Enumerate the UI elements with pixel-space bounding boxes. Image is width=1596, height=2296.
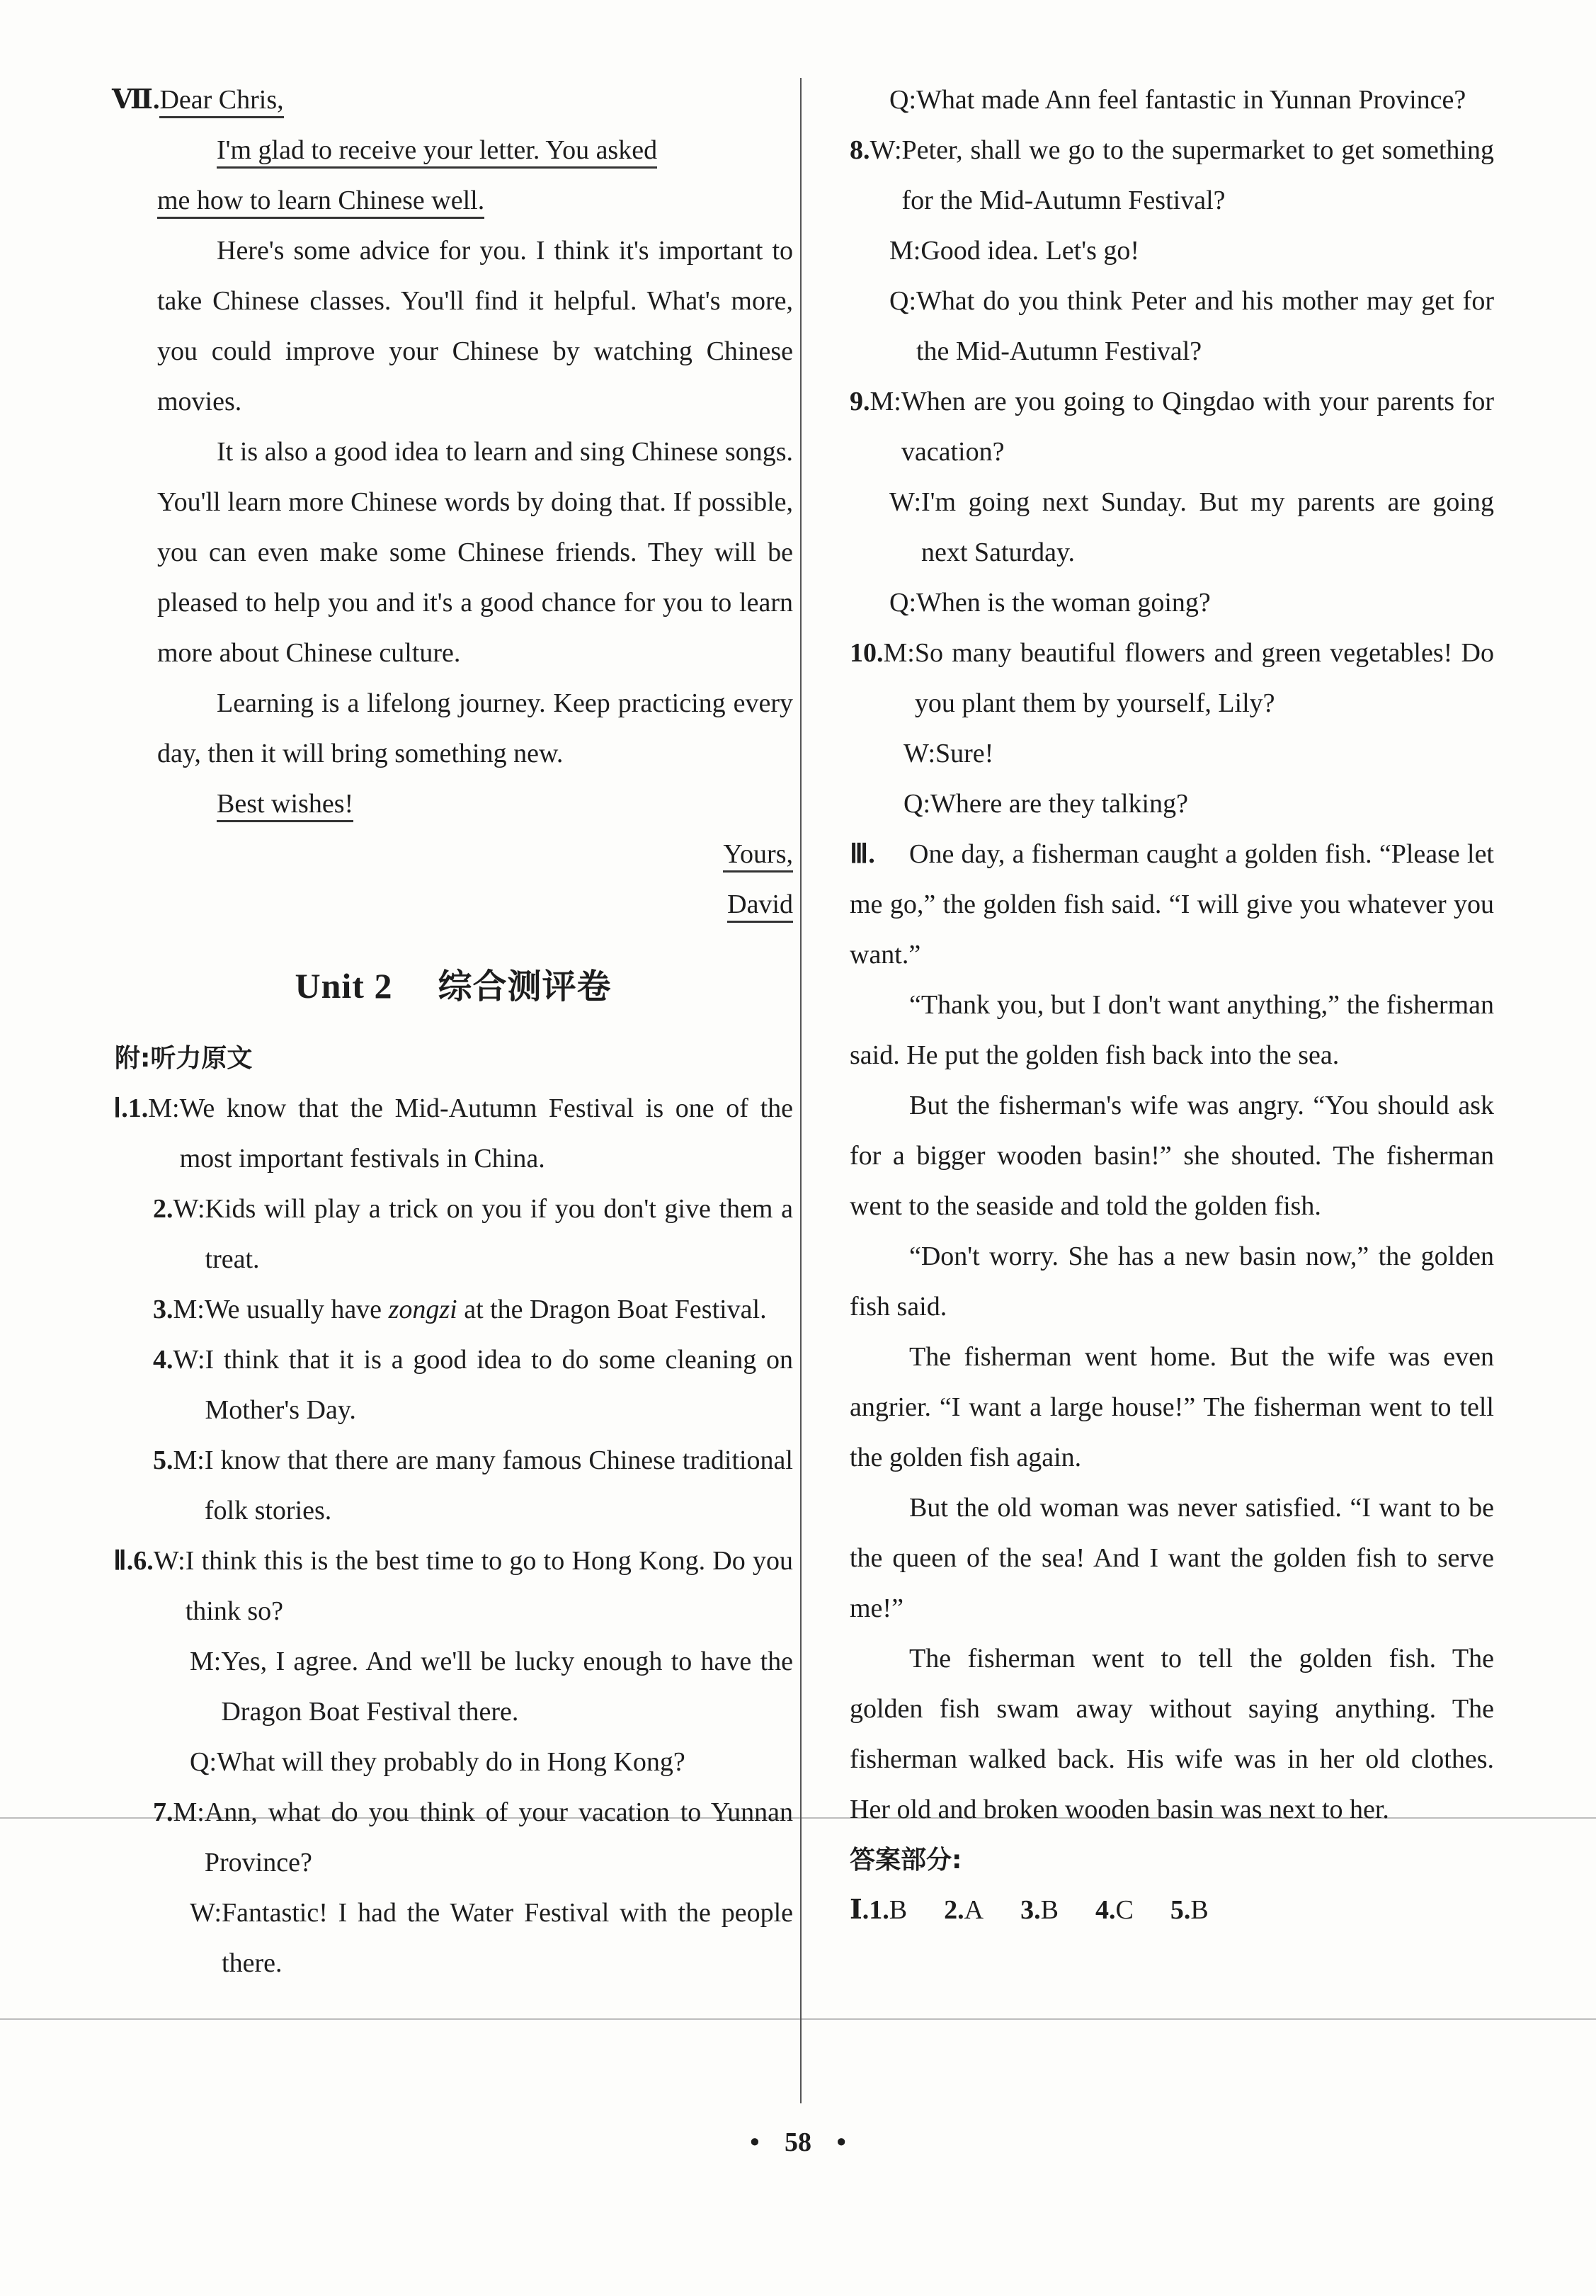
- letter-greeting: [112, 75, 793, 125]
- utterance: Good idea. Let's go!: [920, 236, 1140, 266]
- page-number: [0, 2118, 1596, 2168]
- story-para: But the old woman was never satisfied. “I want to be the queen of the sea! And I want the golden fish to serve me!”: [850, 1493, 1494, 1623]
- answer-letter: B: [889, 1895, 908, 1925]
- utterance: Fantastic! I had the Water Festival with the people there.: [222, 1898, 793, 1978]
- right-column: [850, 75, 1494, 1936]
- utterance: When is the woman going?: [916, 588, 1211, 618]
- letter-closing: [157, 779, 793, 829]
- story-para: “Thank you, but I don't want anything,” the fisherman said. He put the golden fish back into the sea.: [850, 990, 1494, 1070]
- item-number: 10.: [850, 638, 884, 668]
- speaker: W:: [153, 1546, 186, 1576]
- page-number-text: 58: [785, 2127, 811, 2157]
- speaker: M:: [870, 387, 901, 416]
- answers-row: [850, 1885, 1494, 1936]
- closing: Best wishes!: [217, 789, 353, 822]
- speaker: W:: [870, 135, 902, 165]
- item-number: 5.: [153, 1445, 173, 1475]
- unit-title-text: Unit 2: [295, 966, 393, 1006]
- listening-line: [904, 729, 1494, 779]
- answer-number: 1.: [869, 1895, 889, 1925]
- speaker: Q:: [889, 588, 916, 618]
- item-number: 3.: [153, 1295, 173, 1324]
- left-column: [113, 75, 793, 1989]
- item-number: 9.: [850, 387, 870, 416]
- listening-item: [113, 1084, 793, 1184]
- listening-item: [153, 1788, 793, 1888]
- answer: [1095, 1895, 1152, 1925]
- speaker: M:: [883, 638, 915, 668]
- listening-line: [190, 1737, 793, 1788]
- part-label: Ⅲ.: [850, 839, 875, 869]
- letter-signoff: [113, 829, 793, 880]
- utterance: We know that the Mid-Autumn Festival is one of the most important festivals in China.: [179, 1093, 793, 1173]
- speaker: M:: [173, 1445, 205, 1475]
- listening-item: [113, 1536, 793, 1637]
- answer-number: 4.: [1095, 1895, 1116, 1925]
- speaker: W:: [173, 1345, 205, 1375]
- letter-para1-line2: [157, 176, 793, 226]
- section-label: Ⅶ.: [112, 85, 160, 115]
- utterance: Sure!: [935, 739, 994, 768]
- utterance: I think that it is a good idea to do some cleaning on Mother's Day.: [205, 1345, 793, 1425]
- speaker: M:: [148, 1093, 180, 1123]
- utterance: Yes, I agree. And we'll be lucky enough to have the Dragon Boat Festival there.: [221, 1647, 793, 1727]
- part-label: Ⅱ.: [113, 1546, 134, 1576]
- greeting: Dear Chris,: [159, 85, 283, 118]
- listening-line: [889, 477, 1494, 578]
- listening-item: [850, 125, 1494, 226]
- utterance: [205, 1285, 793, 1335]
- answers-label: Ⅰ.: [850, 1895, 870, 1925]
- answer-number: 5.: [1170, 1895, 1191, 1925]
- para1-line2: me how to learn Chinese well.: [157, 186, 484, 219]
- page-dot: •: [836, 2127, 846, 2157]
- speaker: M:: [190, 1647, 222, 1676]
- story-para: The fisherman went to tell the golden fish. The golden fish swam away without saying anything. The fisherman walked back. His wife was in her old clothes. Her old and broken wooden basin was next to her.: [850, 1644, 1494, 1824]
- item-number: 7.: [153, 1797, 173, 1827]
- listening-item: [153, 1335, 793, 1436]
- page-dot: •: [750, 2127, 760, 2157]
- listening-item: [850, 628, 1494, 729]
- listening-item: [153, 1285, 793, 1335]
- item-number: 1.: [127, 1093, 149, 1123]
- utterance-part: at the Dragon Boat Festival.: [457, 1295, 767, 1324]
- signoff: Yours,: [723, 839, 793, 873]
- utterance: What made Ann feel fantastic in Yunnan Province?: [916, 85, 1466, 115]
- speaker: M:: [173, 1295, 205, 1324]
- story-para: “Don't worry. She has a new basin now,” the golden fish said.: [850, 1241, 1494, 1322]
- speaker: W:: [173, 1194, 205, 1224]
- answer-number: 3.: [1020, 1895, 1041, 1925]
- answer-letter: C: [1115, 1895, 1134, 1925]
- letter-para4: Learning is a lifelong journey. Keep practicing every day, then it will bring something new.: [157, 688, 793, 768]
- listening-line: [889, 75, 1494, 125]
- letter-para3: It is also a good idea to learn and sing Chinese songs. You'll learn more Chinese words by doing that. If possible, you can even make some Chinese friends. They will be pleased to help you and it's a good chance for you to learn more about Chinese culture.: [157, 437, 793, 668]
- listening-item: [850, 377, 1494, 477]
- fold-line: [0, 2018, 1596, 2020]
- utterance: Where are they talking?: [930, 789, 1188, 819]
- unit-subtitle: 综合测评卷: [438, 967, 612, 1006]
- story-para: The fisherman went home. But the wife was even angrier. “I want a large house!” The fisherman went to tell the golden fish again.: [850, 1342, 1494, 1472]
- answer-number: 2.: [944, 1895, 964, 1925]
- utterance: Peter, shall we go to the supermarket to get something for the Mid-Autumn Festival?: [901, 135, 1494, 215]
- listening-line: [889, 578, 1494, 628]
- listening-line: [889, 276, 1494, 377]
- speaker: Q:: [904, 789, 930, 819]
- listening-line: [889, 226, 1494, 276]
- letter-para1: [157, 125, 793, 176]
- utterance: I'm going next Sunday. But my parents are going next Saturday.: [921, 487, 1494, 567]
- speaker: M:: [173, 1797, 205, 1827]
- answer: [944, 1895, 1002, 1925]
- speaker: Q:: [889, 286, 916, 316]
- answer-letter: A: [964, 1895, 984, 1925]
- answers-header: 答案部分:: [850, 1846, 962, 1875]
- answer: [1170, 1895, 1227, 1925]
- utterance: Ann, what do you think of your vacation to Yunnan Province?: [204, 1797, 793, 1877]
- item-number: 4.: [153, 1345, 173, 1375]
- listening-item: [153, 1436, 793, 1536]
- answer-letter: B: [1190, 1895, 1209, 1925]
- signature: David: [727, 890, 793, 923]
- story-para: But the fisherman's wife was angry. “You should ask for a bigger wooden basin!” she shouted. The fisherman went to the seaside and told the golden fish.: [850, 1091, 1494, 1221]
- speaker: Q:: [889, 85, 916, 115]
- utterance-part: We usually have: [204, 1295, 389, 1324]
- para1-line1: I'm glad to receive your letter. You asked: [217, 135, 657, 169]
- speaker: W:: [190, 1898, 222, 1928]
- item-number: 8.: [850, 135, 870, 165]
- utterance: Kids will play a trick on you if you don't give them a treat.: [205, 1194, 793, 1274]
- column-divider: [800, 78, 802, 2103]
- item-number: 6.: [133, 1546, 154, 1576]
- utterance: What do you think Peter and his mother may get for the Mid-Autumn Festival?: [916, 286, 1494, 366]
- listening-header: 附:听力原文: [115, 1044, 253, 1073]
- utterance: What will they probably do in Hong Kong?: [217, 1747, 685, 1777]
- utterance: So many beautiful flowers and green vegetables! Do you plant them by yourself, Lily?: [914, 638, 1494, 718]
- speaker: W:: [904, 739, 936, 768]
- answer: [1020, 1895, 1077, 1925]
- unit-title: [113, 961, 793, 1012]
- utterance: I know that there are many famous Chinese traditional folk stories.: [204, 1445, 793, 1525]
- part-label: Ⅰ.: [113, 1093, 128, 1123]
- listening-item: [153, 1184, 793, 1285]
- answer-letter: B: [1040, 1895, 1059, 1925]
- speaker: M:: [889, 236, 921, 266]
- listening-line: [190, 1888, 793, 1989]
- story-para: One day, a fisherman caught a golden fish. “Please let me go,” the golden fish said. “I will give you whatever you want.”: [850, 839, 1494, 970]
- answer: [869, 1895, 925, 1925]
- speaker: W:: [889, 487, 922, 517]
- speaker: Q:: [190, 1747, 217, 1777]
- utterance: I think this is the best time to go to Hong Kong. Do you think so?: [185, 1546, 793, 1626]
- utterance: When are you going to Qingdao with your parents for vacation?: [901, 387, 1494, 467]
- letter-signature: [113, 880, 793, 930]
- item-number: 2.: [153, 1194, 173, 1224]
- listening-line: [904, 779, 1494, 829]
- letter-para2: Here's some advice for you. I think it's important to take Chinese classes. You'll find it helpful. What's more, you could improve your Chinese by watching Chinese movies.: [157, 236, 793, 416]
- utterance-italic: zongzi: [388, 1295, 457, 1324]
- listening-line: [190, 1637, 793, 1737]
